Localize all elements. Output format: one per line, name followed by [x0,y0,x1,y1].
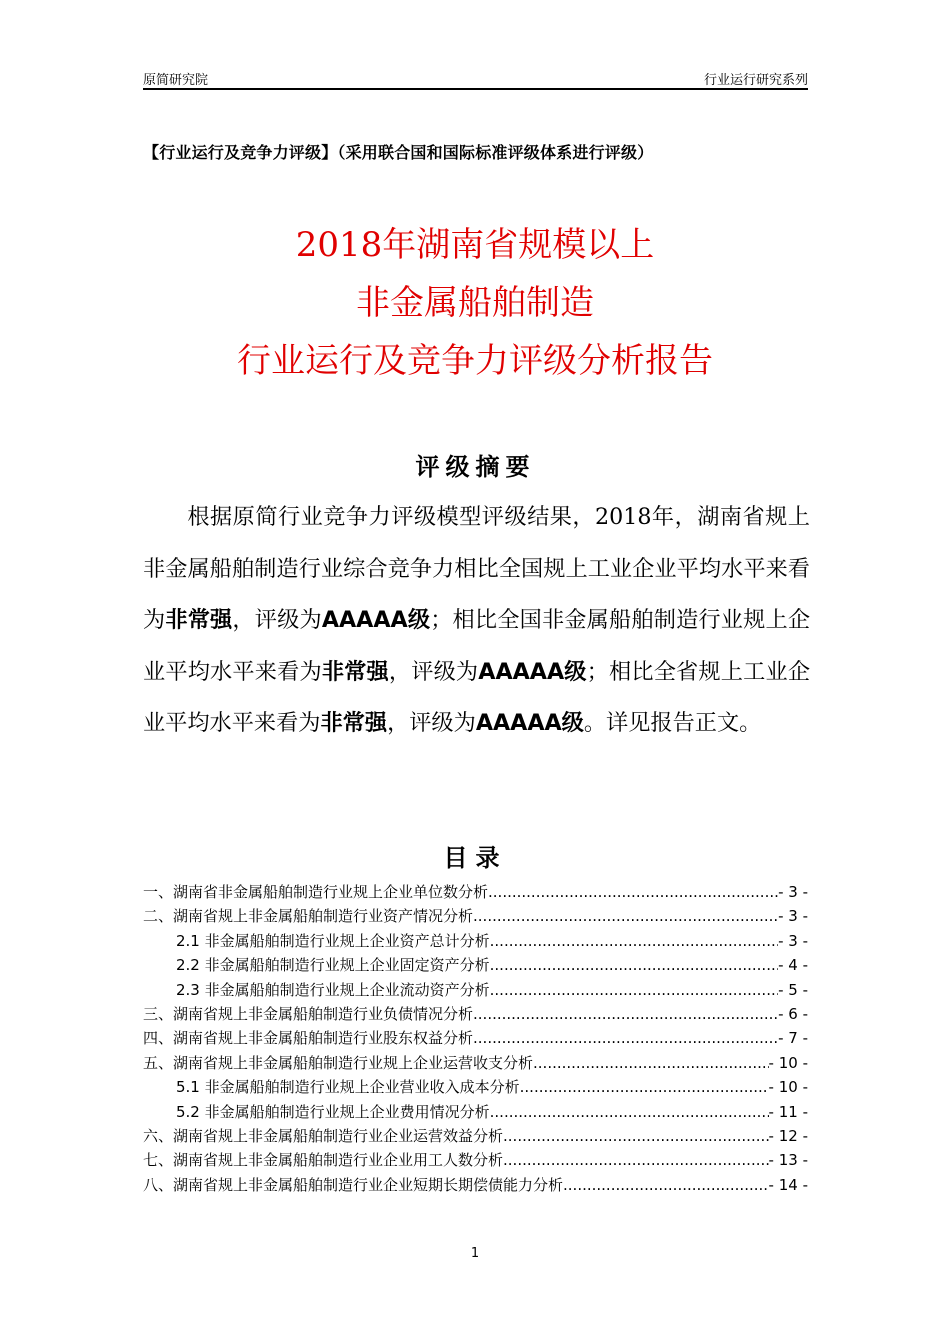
toc-page: - 3 - [778,931,808,950]
toc-title: 六、湖南省规上非金属船舶制造行业企业运营效益分析 [143,1126,504,1145]
toc-entry[interactable] [143,1075,808,1099]
toc-leader [490,978,778,1002]
rating-strength: 非常强 [320,710,388,736]
toc-leader [473,1026,778,1050]
summary-text: ，评级为 [388,658,479,685]
toc-entry[interactable] [143,1051,808,1075]
toc-title: 七、湖南省规上非金属船舶制造行业企业用工人数分析 [143,1151,504,1170]
toc-page: - 10 - [768,1078,808,1097]
rating-grade: AAAAA级 [321,607,431,633]
toc-entry[interactable] [143,1124,808,1148]
toc-title: 五、湖南省规上非金属船舶制造行业规上企业运营收支分析 [143,1053,534,1072]
toc-title: 二、湖南省规上非金属船舶制造行业资产情况分析 [143,907,474,926]
toc-leader [488,880,778,904]
toc-title: 2.3 非金属船舶制造行业规上企业流动资产分析 [176,980,490,999]
summary-heading: 评级摘要 [415,453,536,481]
toc-entry[interactable] [143,978,808,1002]
header-series: 行业运行研究系列 [703,73,808,88]
summary-text: ；相比全省规上工业企业平均水平来看为 [143,658,811,736]
toc-page: - 10 - [768,1053,808,1072]
toc-page: - 4 - [778,956,808,975]
toc-entry[interactable] [143,1002,808,1026]
toc-leader [490,1100,769,1124]
page-header [143,66,808,90]
title-line-2: 非金属船舶制造 [356,283,594,323]
rating-strength: 非常强 [165,607,233,633]
toc-page: - 13 - [768,1151,808,1170]
summary-text: 。详见报告正文。 [583,710,762,736]
report-kicker: 【行业运行及竞争力评级】（采用联合国和国际标准评级体系进行评级） [143,143,654,162]
toc-page: - 6 - [778,1004,808,1023]
toc-title: 2.1 非金属船舶制造行业规上企业资产总计分析 [176,931,490,950]
toc-page: - 3 - [778,883,808,901]
toc-leader [520,1075,769,1099]
toc-leader [473,904,778,928]
title-line-3: 行业运行及竞争力评级分析报告 [237,341,713,381]
summary-paragraph [143,492,810,750]
toc-title: 2.2 非金属船舶制造行业规上企业固定资产分析 [176,956,490,975]
page-number: 1 [470,1246,480,1261]
toc-leader [503,1124,769,1148]
toc-leader [490,929,778,953]
toc-entry[interactable] [143,953,808,977]
summary-text: ；相比全国非金属船舶制造行业规上企业平均水平来看为 [143,607,811,685]
title-line-1: 2018年湖南省规模以上 [295,225,655,265]
toc-entry[interactable] [143,1100,808,1124]
toc-title: 四、湖南省规上非金属船舶制造行业股东权益分析 [143,1029,474,1048]
toc-page: - 5 - [778,980,808,999]
report-title [100,216,850,390]
toc-entry[interactable] [143,1026,808,1050]
toc-entry[interactable] [143,880,808,904]
table-of-contents [143,880,808,1197]
toc-page: - 14 - [768,1175,808,1194]
toc-leader [473,1002,778,1026]
toc-title: 5.2 非金属船舶制造行业规上企业费用情况分析 [176,1102,490,1121]
toc-title: 5.1 非金属船舶制造行业规上企业营业收入成本分析 [176,1078,520,1097]
toc-leader [503,1148,769,1172]
summary-body [143,492,810,750]
header-institute: 原简研究院 [143,73,209,88]
toc-leader [490,953,778,977]
rating-grade: AAAAA级 [475,710,584,736]
toc-page: - 12 - [768,1126,808,1145]
toc-leader [563,1173,769,1197]
toc-title: 一、湖南省非金属船舶制造行业规上企业单位数分析 [143,883,489,901]
toc-entry[interactable] [143,1173,808,1197]
toc-leader [533,1051,769,1075]
toc-title: 三、湖南省规上非金属船舶制造行业负债情况分析 [143,1004,474,1023]
toc-entry[interactable] [143,1148,808,1172]
rating-grade: AAAAA级 [478,658,587,685]
toc-title: 八、湖南省规上非金属船舶制造行业企业短期长期偿债能力分析 [143,1175,564,1194]
summary-text: ，评级为 [387,710,476,736]
toc-heading: 目录 [443,844,508,872]
rating-strength: 非常强 [321,658,389,685]
toc-page: - 7 - [778,1029,808,1048]
toc-page: - 11 - [768,1102,808,1121]
toc-entry[interactable] [143,904,808,928]
summary-text: ，评级为 [232,607,322,633]
summary-text: 根据原简行业竞争力评级模型评级结果，2018年，湖南省规上非金属船舶制造行业综合竞争力相比全国规上工业企业平均水平来看为 [143,504,810,633]
toc-page: - 3 - [778,907,808,926]
toc-entry[interactable] [143,929,808,953]
